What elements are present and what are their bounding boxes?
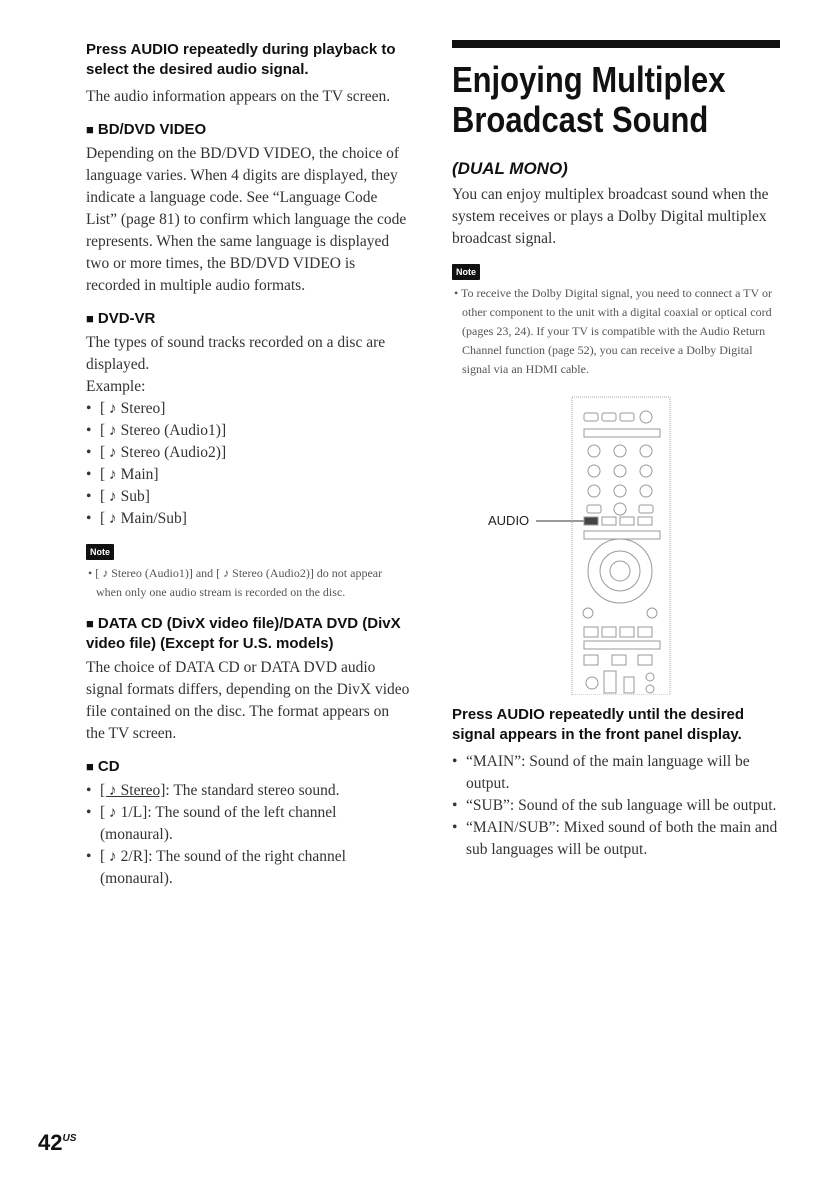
list-item: • “SUB”: Sound of the sub language will be output.: [452, 797, 777, 814]
title-rule: [452, 40, 780, 48]
list-item: • “MAIN”: Sound of the main language will be output.: [452, 753, 750, 792]
instruction-heading: Press AUDIO repeatedly until the desired signal appears in the front panel display.: [452, 706, 745, 743]
list-item: • [ ♪ Sub]: [86, 488, 150, 505]
note-text: • To receive the Dolby Digital signal, you need to connect a TV or other component to the unit with a digital coaxial or optical cord (pages 23, 24). If your TV is compatible with the Audio Return Channel function (page 52), you can receive a Dolby Digital signal via an HDMI cable.: [454, 286, 772, 376]
list-item: • [ ♪ 1/L]: The sound of the left channel (monaural).: [86, 804, 337, 843]
intro-body: The audio information appears on the TV screen.: [86, 88, 391, 105]
remote-control-icon: [452, 395, 780, 695]
dual-mono-list: [452, 751, 780, 861]
intro-body: You can enjoy multiplex broadcast sound when the system receives or plays a Dolby Digital multiplex broadcast signal.: [452, 186, 769, 247]
list-item: • [ ♪ Main]: [86, 466, 159, 483]
note-text: • [ ♪ Stereo (Audio1)] and [ ♪ Stereo (Audio2)] do not appear when only one audio stream is recorded on the disc.: [88, 566, 383, 599]
page-subtitle: (DUAL MONO): [452, 159, 568, 178]
bddvd-heading: ■ BD/DVD VIDEO: [86, 121, 207, 138]
datacd-body: The choice of DATA CD or DATA DVD audio signal formats differs, depending on the DivX video file contained on the disc. The format appears on the TV screen.: [86, 659, 410, 742]
left-column: [86, 40, 411, 890]
list-item: • [ ♪ Stereo (Audio2)]: [86, 444, 227, 461]
audio-label: AUDIO: [488, 513, 530, 528]
note-badge: Note: [86, 544, 114, 560]
list-item: • [ ♪ 2/R]: The sound of the right channel (monaural).: [86, 848, 346, 887]
list-item: • [ ♪ Main/Sub]: [86, 510, 187, 527]
datacd-heading: ■ DATA CD (DivX video file)/DATA DVD (DivX video file) (Except for U.S. models): [86, 615, 401, 652]
note-badge: Note: [452, 264, 480, 280]
list-item: • “MAIN/SUB”: Mixed sound of both the main and sub languages will be output.: [452, 819, 778, 858]
intro-heading: Press AUDIO repeatedly during playback to select the desired audio signal.: [86, 41, 396, 78]
page-number: $42^{US}$: [38, 1130, 77, 1155]
bddvd-body: Depending on the BD/DVD VIDEO, the choice of language varies. When 4 digits are displayed, they indicate a language code. See “Language Code List” (page 81) to confirm which language the code represents. When the same language is displayed two or more times, the BD/DVD VIDEO is recorded in multiple audio formats.: [86, 145, 407, 294]
cd-list: [86, 780, 411, 890]
dvdvr-list: [86, 398, 411, 530]
cd-heading: ■ CD: [86, 758, 120, 775]
dvdvr-heading: ■ DVD-VR: [86, 310, 156, 327]
page-title: Enjoying Multiplex Broadcast Sound: [452, 59, 726, 140]
list-item: • [ ♪ Stereo]: [86, 400, 166, 417]
remote-illustration: [452, 395, 780, 695]
dvdvr-example-label: Example:: [86, 378, 146, 395]
list-item: • [ ♪ Stereo]: The standard stereo sound.: [86, 782, 340, 799]
list-item: • [ ♪ Stereo (Audio1)]: [86, 422, 227, 439]
right-column: [452, 40, 780, 861]
dvdvr-body: The types of sound tracks recorded on a disc are displayed.: [86, 334, 386, 373]
